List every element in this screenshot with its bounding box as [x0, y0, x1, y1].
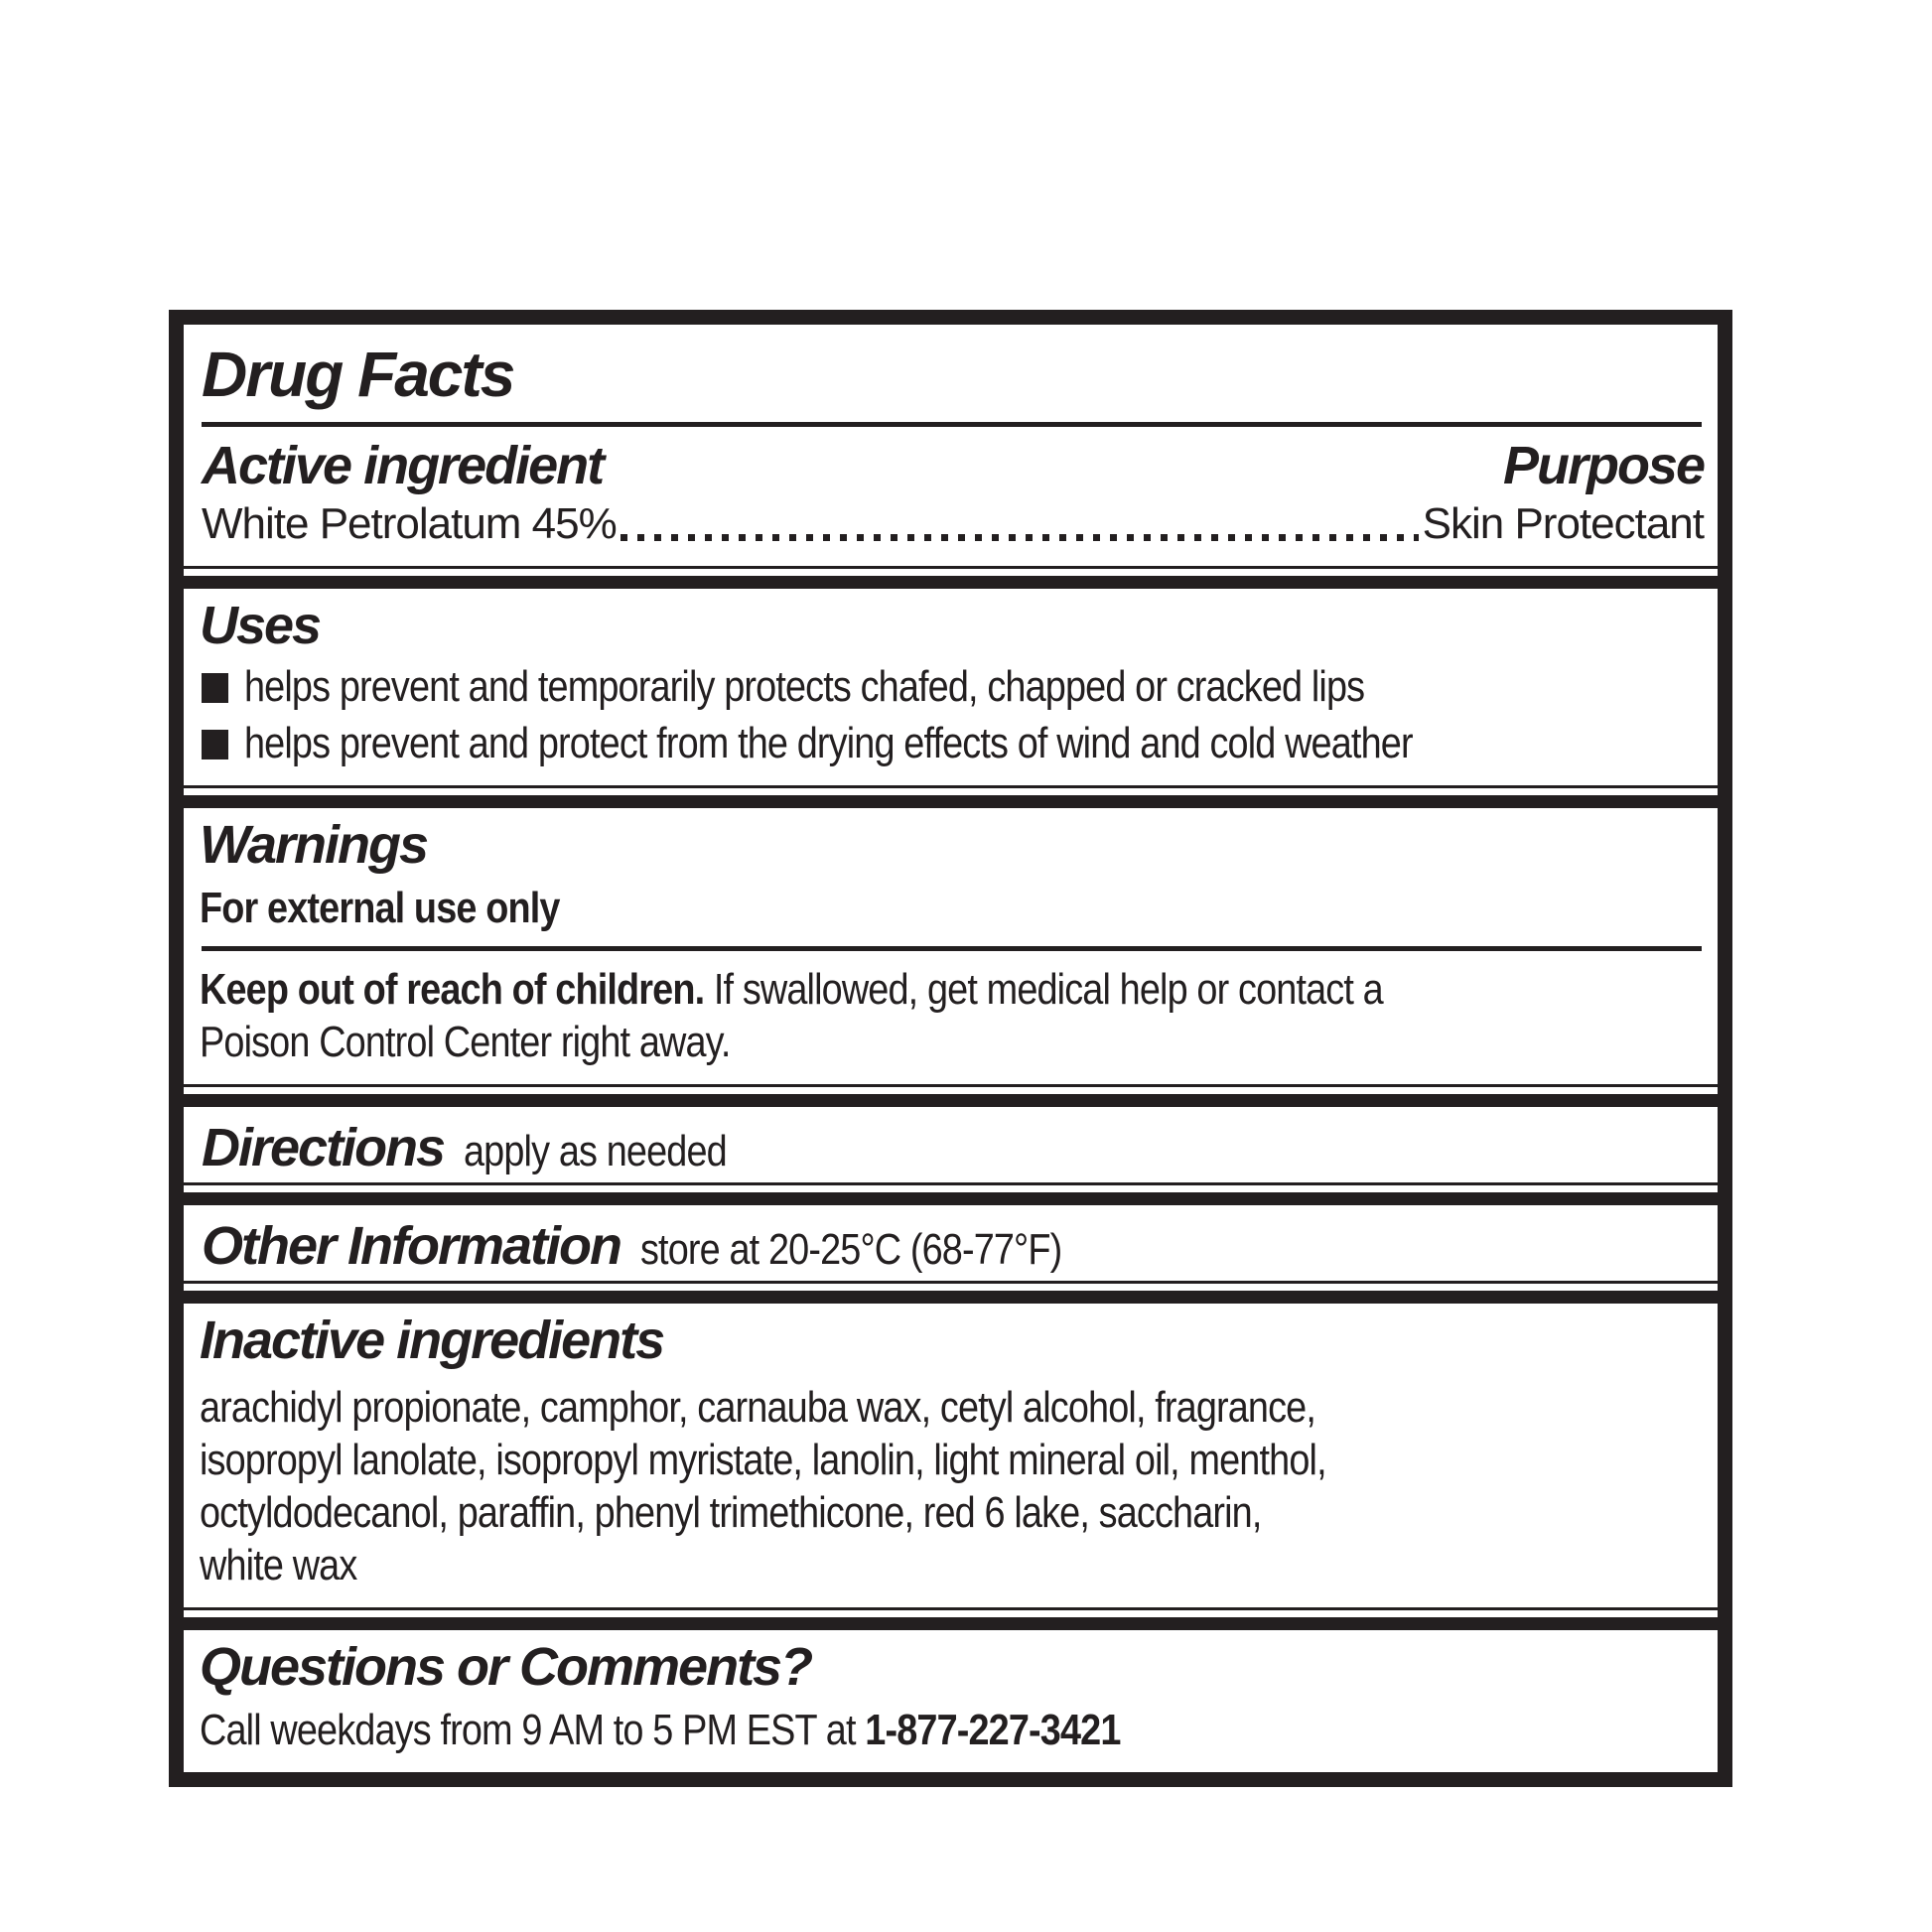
uses-item — [200, 660, 1706, 713]
inactive-ingredients-line: isopropyl lanolate, isopropyl myristate, lanolin, light mineral oil, menthol, — [200, 1436, 1326, 1484]
section-other-information — [184, 1205, 1718, 1281]
purpose-value: Skin Protectant — [1422, 499, 1704, 548]
keep-out-bold-text: Keep out of reach of children. — [200, 965, 705, 1014]
uses-item-text: helps prevent and temporarily protects chafed, chapped or cracked lips — [244, 662, 1365, 711]
section-uses — [184, 589, 1718, 785]
warnings-heading: Warnings — [200, 815, 428, 875]
phone-number: 1-877-227-3421 — [865, 1706, 1121, 1754]
active-ingredient-heading: Active ingredient — [202, 436, 604, 495]
drug-facts-label — [169, 310, 1732, 1787]
inactive-ingredients-line: white wax — [200, 1541, 357, 1589]
inactive-ingredients-heading: Inactive ingredients — [200, 1311, 664, 1370]
section-divider — [184, 1607, 1718, 1630]
square-bullet-icon — [202, 673, 228, 703]
active-ingredient-row — [200, 496, 1706, 550]
uses-item — [200, 717, 1706, 769]
call-prefix-text: Call weekdays from 9 AM to 5 PM EST at — [200, 1706, 866, 1754]
purpose-heading: Purpose — [1502, 436, 1704, 495]
other-information-row — [200, 1211, 1706, 1277]
section-divider — [184, 1182, 1718, 1205]
section-title-active-ingredient — [184, 325, 1718, 566]
section-divider — [184, 1084, 1718, 1107]
other-information-text: store at 20-25°C (68-77°F) — [640, 1225, 1062, 1274]
directions-row — [200, 1113, 1706, 1178]
dot-leader — [621, 534, 1419, 541]
square-bullet-icon — [202, 730, 228, 759]
other-information-heading: Other Information — [202, 1216, 621, 1276]
uses-heading: Uses — [200, 596, 321, 655]
call-line — [200, 1704, 1495, 1756]
directions-text: apply as needed — [464, 1127, 727, 1175]
section-divider — [184, 785, 1718, 808]
drug-facts-title: Drug Facts — [202, 339, 514, 410]
external-use-text: For external use only — [200, 884, 560, 932]
section-divider — [184, 1281, 1718, 1304]
questions-heading: Questions or Comments? — [200, 1637, 812, 1697]
warnings-rule — [202, 946, 1702, 951]
inactive-ingredients-line: arachidyl propionate, camphor, carnauba wax, cetyl alcohol, fragrance, — [200, 1383, 1316, 1432]
active-ingredient-heading-row — [200, 431, 1706, 496]
keep-out-line2: Poison Control Center right away. — [200, 1018, 731, 1066]
section-directions — [184, 1107, 1718, 1182]
section-warnings — [184, 808, 1718, 1084]
section-inactive-ingredients — [184, 1304, 1718, 1607]
section-questions — [184, 1630, 1718, 1772]
directions-heading: Directions — [202, 1118, 445, 1177]
keep-out-rest-text: If swallowed, get medical help or contact a — [704, 965, 1383, 1014]
title-rule — [202, 422, 1702, 427]
uses-item-text: helps prevent and protect from the drying effects of wind and cold weather — [244, 719, 1413, 767]
section-divider — [184, 566, 1718, 589]
active-ingredient-name: White Petrolatum 45% — [202, 499, 617, 548]
keep-out-line1 — [200, 963, 1495, 1016]
inactive-ingredients-line: octyldodecanol, paraffin, phenyl trimethicone, red 6 lake, saccharin, — [200, 1488, 1262, 1537]
